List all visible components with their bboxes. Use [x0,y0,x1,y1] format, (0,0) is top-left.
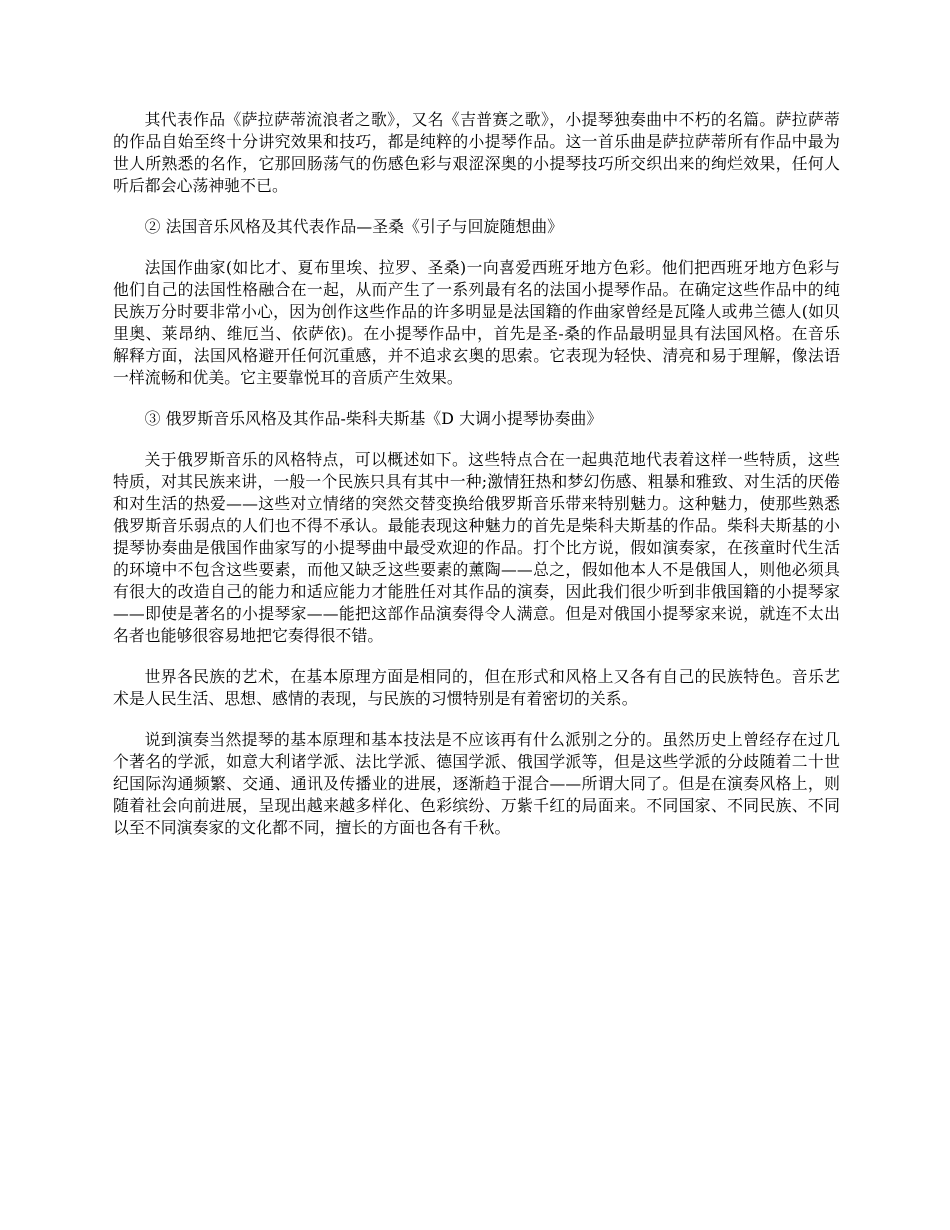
paragraph-french-style: 法国作曲家(如比才、夏布里埃、拉罗、圣桑)一向喜爱西班牙地方色彩。他们把西班牙地方色彩与他们自己的法国性格融合在一起，从而产生了一系列最有名的法国小提琴作品。在确定这些作品中的纯民族万分时要非常小心，因为创作这些作品的许多明显是法国籍的作曲家曾经是瓦隆人或弗兰德人(如贝里奥、莱昂纳、维厄当、依萨依)。在小提琴作品中，首先是圣-桑的作品最明显具有法国风格。在音乐解释方面，法国风格避开任何沉重感，并不追求玄奥的思索。它表现为轻快、清亮和易于理解，像法语一样流畅和优美。它主要靠悦耳的音质产生效果。 [113,258,840,387]
document-page [113,109,840,858]
paragraph-performance-schools: 说到演奏当然提琴的基本原理和基本技法是不应该再有什么派别之分的。虽然历史上曾经存在过几个著名的学派，如意大利诸学派、法比学派、德国学派、俄国学派等，但是这些学派的分歧随着二十世纪国际沟通频繁、交通、通讯及传播业的进展，逐渐趋于混合——所谓大同了。但是在演奏风格上，则随着社会向前进展，呈现出越来越多样化、色彩缤纷、万紫千红的局面来。不同国家、不同民族、不同以至不同演奏家的文化都不同，擅长的方面也各有千秋。 [113,730,840,837]
section-heading-french-style: ② 法国音乐风格及其代表作品—圣桑《引子与回旋随想曲》 [144,217,564,236]
section-heading-russian-style: ③ 俄罗斯音乐风格及其作品-柴科夫斯基《D 大调小提琴协奏曲》 [144,409,603,428]
paragraph-national-art: 世界各民族的艺术，在基本原理方面是相同的，但在形式和风格上又各有自己的民族特色。音乐艺术是人民生活、思想、感情的表现，与民族的习惯特别是有着密切的关系。 [113,667,840,708]
paragraph-sarasate: 其代表作品《萨拉萨蒂流浪者之歌》，又名《吉普赛之歌》，小提琴独奏曲中不朽的名篇。萨拉萨蒂的作品自始至终十分讲究效果和技巧，都是纯粹的小提琴作品。这一首乐曲是萨拉萨蒂所有作品中最为世人所熟悉的名作，它那回肠荡气的伤感色彩与艰涩深奥的小提琴技巧所交织出来的绚烂效果，任何人听后都会心荡神驰不已。 [113,110,840,195]
paragraph-russian-style: 关于俄罗斯音乐的风格特点，可以概述如下。这些特点合在一起典范地代表着这样一些特质，这些特质，对其民族来讲，一般一个民族只具有其中一种;激情狂热和梦幻伤感、粗暴和雅致、对生活的厌倦和对生活的热爱——这些对立情绪的突然交替变换给俄罗斯音乐带来特别魅力。这种魅力，使那些熟悉俄罗斯音乐弱点的人们也不得不承认。最能表现这种魅力的首先是柴科夫斯基的作品。柴科夫斯基的小提琴协奏曲是俄国作曲家写的小提琴曲中最受欢迎的作品。打个比方说，假如演奏家，在孩童时代生活的环境中不包含这些要素，而他又缺乏这些要素的薰陶——总之，假如他本人不是俄国人，则他必须具有很大的改造自己的能力和适应能力才能胜任对其作品的演奏，因此我们很少听到非俄国籍的小提琴家——即使是著名的小提琴家——能把这部作品演奏得令人满意。但是对俄国小提琴家来说，就连不太出名者也能够很容易地把它奏得很不错。 [113,450,840,645]
